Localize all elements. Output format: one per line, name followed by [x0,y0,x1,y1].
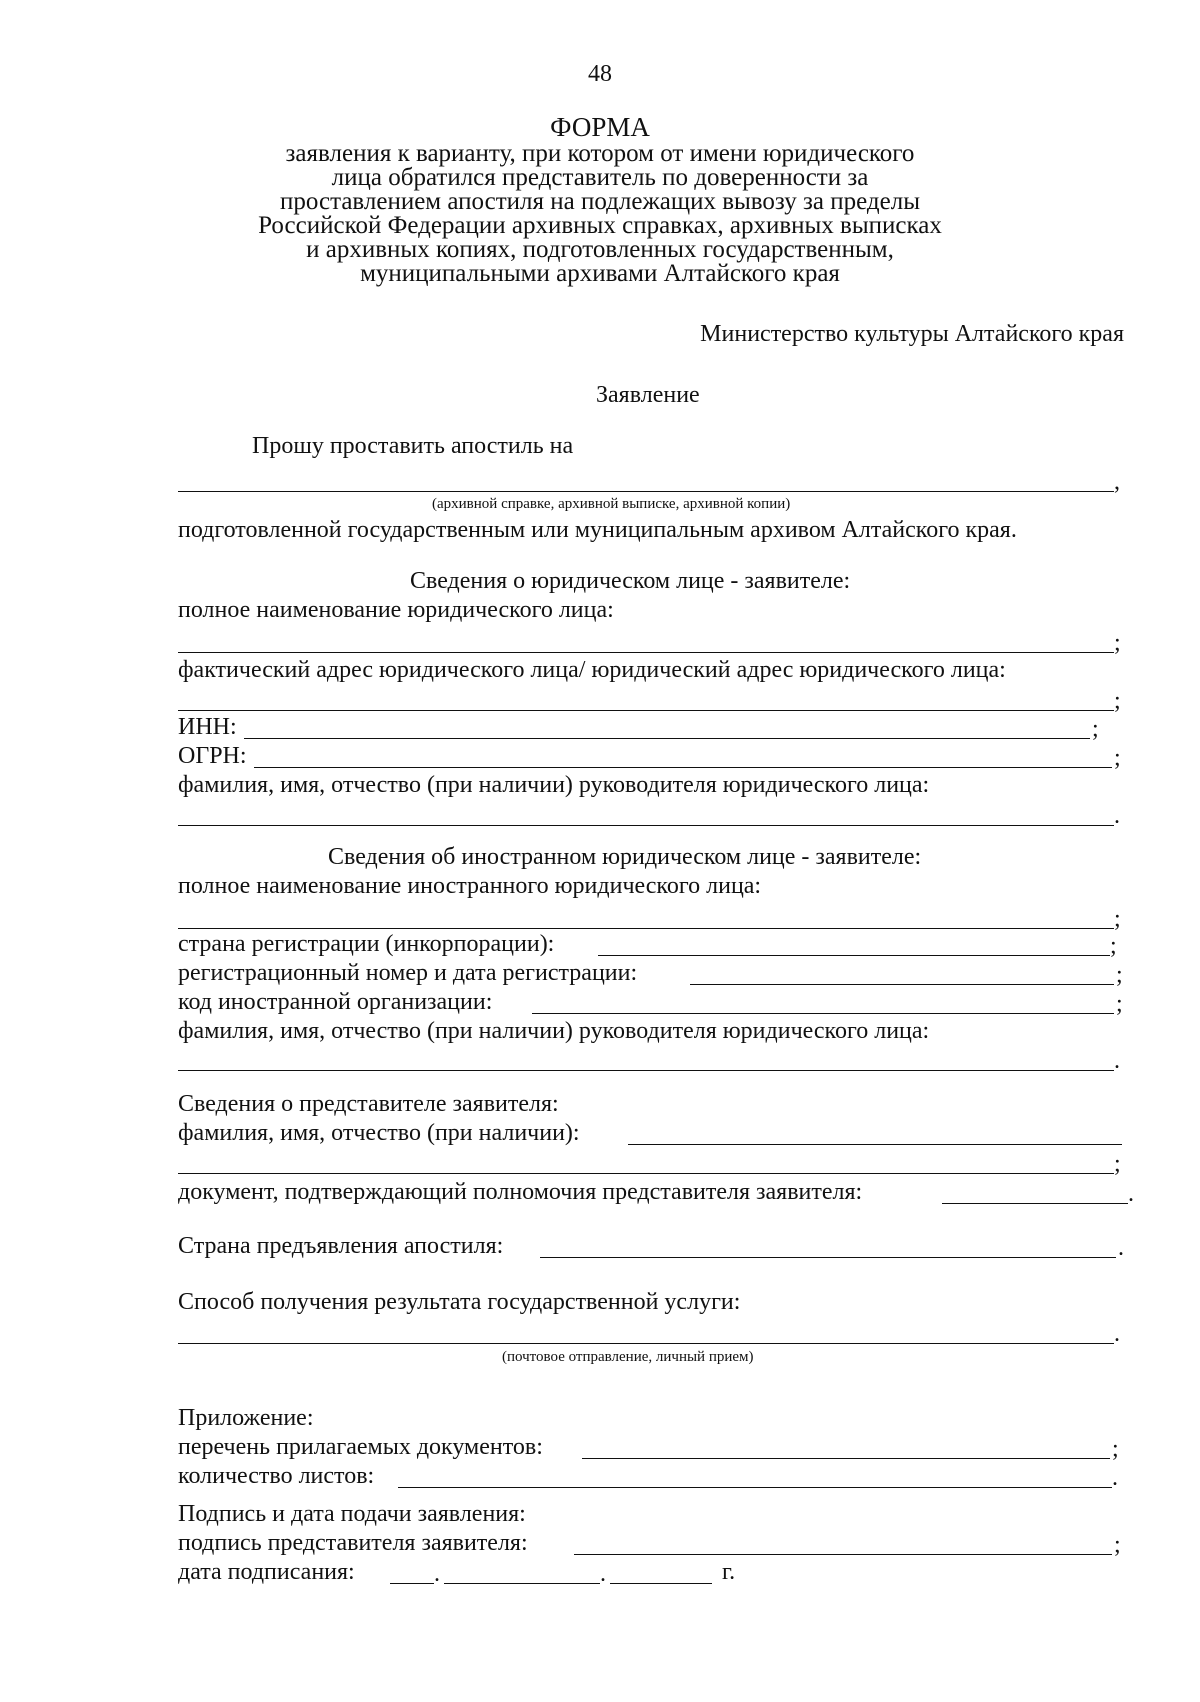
representative-name-field-continued[interactable] [178,1173,1114,1174]
delivery-method-hint: (почтовое отправление, личный прием) [502,1349,754,1365]
line-period: . [1118,1235,1124,1261]
form-subtitle-line: лица обратился представитель по доверенности за [331,164,869,191]
delivery-method-field[interactable] [178,1343,1114,1344]
legal-entity-head-label: фамилия, имя, отчество (при наличии) руководителя юридического лица: [178,772,930,798]
line-period: . [1114,803,1120,829]
signature-field[interactable] [574,1554,1112,1555]
legal-entity-head-field[interactable] [178,825,1114,826]
line-semicolon: ; [1116,962,1123,988]
form-subtitle-line: заявления к варианту, при котором от имени юридического [285,140,915,167]
legal-entity-address-label: фактический адрес юридического лица/ юридический адрес юридического лица: [178,657,1006,683]
registration-number-label: регистрационный номер и дата регистрации: [178,960,638,986]
organization-code-label: код иностранной организации: [178,989,493,1015]
line-semicolon: ; [1114,906,1121,932]
signing-day-field[interactable] [390,1583,434,1584]
signing-year-field[interactable] [610,1583,712,1584]
line-comma: , [1114,469,1120,495]
line-semicolon: ; [1114,630,1121,656]
authority-document-label: документ, подтверждающий полномочия представителя заявителя: [178,1179,863,1205]
line-period: . [1114,1321,1120,1347]
document-type-hint: (архивной справке, архивной выписке, архивной копии) [432,496,791,512]
line-semicolon: ; [1116,991,1123,1017]
representative-name-label: фамилия, имя, отчество (при наличии): [178,1120,580,1146]
legal-entity-heading: Сведения о юридическом лице - заявителе: [410,568,851,594]
legal-entity-name-label: полное наименование юридического лица: [178,597,614,623]
apostille-country-label: Страна предъявления апостиля: [178,1233,504,1259]
recipient: Министерство культуры Алтайского края [700,321,1124,347]
line-semicolon: ; [1114,688,1121,714]
form-title: ФОРМА [550,112,650,142]
representative-name-field[interactable] [628,1144,1122,1145]
legal-entity-name-field[interactable] [178,652,1114,653]
inn-label: ИНН: [178,714,237,740]
date-separator: . [600,1561,606,1587]
foreign-entity-head-field[interactable] [178,1070,1114,1071]
foreign-entity-heading: Сведения об иностранном юридическом лице - заявителе: [328,844,922,870]
attached-documents-field[interactable] [582,1458,1110,1459]
foreign-entity-name-field[interactable] [178,928,1114,929]
page-number: 48 [588,61,612,87]
prepared-by-text: подготовленной государственным или муниципальным архивом Алтайского края. [178,517,1017,543]
form-subtitle-line: и архивных копиях, подготовленных государственным, [306,236,894,263]
line-semicolon: ; [1110,933,1117,959]
date-separator: . [434,1561,440,1587]
line-semicolon: ; [1112,1436,1119,1462]
line-semicolon: ; [1114,1532,1121,1558]
form-subtitle-line: проставлением апостиля на подлежащих вывозу за пределы [279,188,920,215]
registration-country-label: страна регистрации (инкорпорации): [178,931,555,957]
representative-heading: Сведения о представителе заявителя: [178,1091,559,1117]
signature-heading: Подпись и дата подачи заявления: [178,1501,526,1527]
foreign-entity-head-label: фамилия, имя, отчество (при наличии) руководителя юридического лица: [178,1018,930,1044]
attached-documents-label: перечень прилагаемых документов: [178,1434,543,1460]
attachment-heading: Приложение: [178,1405,314,1431]
signing-month-field[interactable] [444,1583,600,1584]
line-period: . [1128,1181,1134,1207]
delivery-method-label: Способ получения результата государственной услуги: [178,1289,741,1315]
signing-date-label: дата подписания: [178,1559,355,1585]
document-title: Заявление [596,382,700,408]
registration-number-field[interactable] [690,984,1114,985]
legal-entity-address-field[interactable] [178,710,1114,711]
apostille-country-field[interactable] [540,1257,1116,1258]
year-suffix: г. [722,1559,736,1585]
form-subtitle-line: муниципальными архивами Алтайского края [360,260,840,287]
ogrn-label: ОГРН: [178,743,247,769]
line-semicolon: ; [1114,745,1121,771]
line-period: . [1112,1465,1118,1491]
signature-label: подпись представителя заявителя: [178,1530,528,1556]
ogrn-field[interactable] [254,767,1112,768]
authority-document-field[interactable] [942,1203,1128,1204]
registration-country-field[interactable] [598,955,1110,956]
sheet-count-label: количество листов: [178,1463,375,1489]
sheet-count-field[interactable] [398,1487,1112,1488]
line-period: . [1114,1048,1120,1074]
inn-field[interactable] [244,738,1090,739]
document-type-field[interactable] [178,491,1114,492]
foreign-entity-name-label: полное наименование иностранного юридического лица: [178,873,762,899]
request-intro: Прошу проставить апостиль на [252,433,574,459]
form-subtitle-line: Российской Федерации архивных справках, архивных выписках [258,212,942,239]
line-semicolon: ; [1114,1151,1121,1177]
line-semicolon: ; [1092,716,1099,742]
organization-code-field[interactable] [532,1013,1114,1014]
